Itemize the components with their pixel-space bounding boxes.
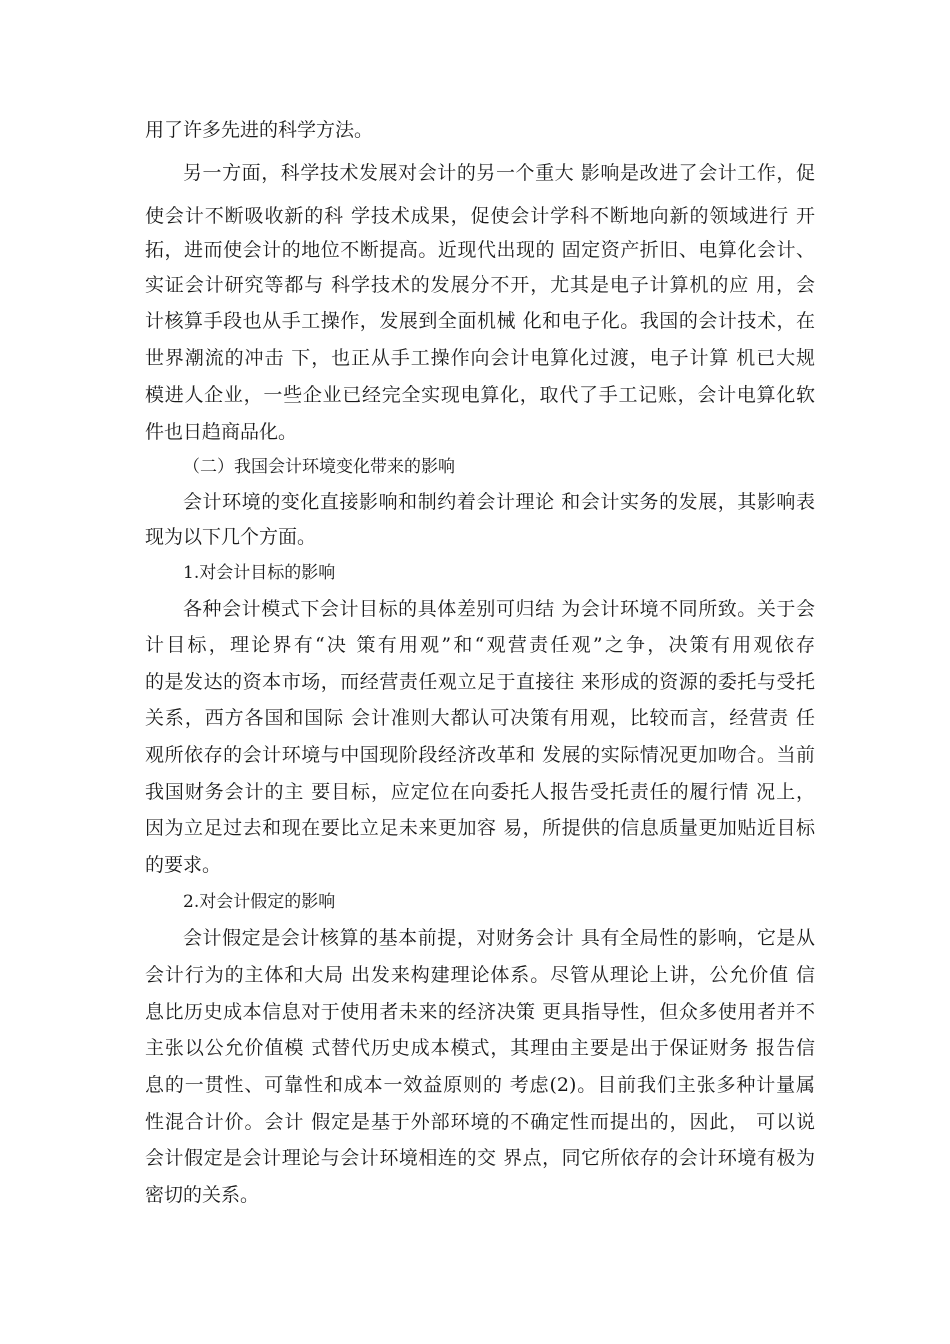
text-line: 件也日趋商品化。 (145, 421, 298, 443)
text-line: 模进人企业，一些企业已经完全实现电算化，取代了手工记账，会计电算化软 (145, 384, 815, 406)
text-line: 息的一贯性、可靠性和成本一效益原则的 考虑(2)。目前我们主张多种计量属 (145, 1074, 815, 1096)
text-line: 计目标，理论界有“决 策有用观”和“观营责任观”之争，决策有用观依存 (145, 634, 815, 656)
text-line: 的要求。 (145, 854, 222, 876)
text-line: 用了许多先进的科学方法。 (145, 119, 374, 141)
text-line: 现为以下几个方面。 (145, 526, 317, 548)
text-line: 使会计不断吸收新的科 学技术成果，促使会计学科不断地向新的领域进行 开 (145, 205, 815, 227)
paragraph-start: 另一方面，科学技术发展对会计的另一个重大 影响是改进了会计工作，促 (183, 162, 815, 184)
section-heading: （二）我国会计环境变化带来的影响 (183, 457, 455, 477)
text-line: 主张以公允价值模 式替代历史成本模式，其理由主要是出于保证财务 报告信 (145, 1037, 815, 1059)
subsection-heading: 2.对会计假定的影响 (183, 892, 336, 912)
paragraph-start: 各种会计模式下会计目标的具体差别可归结 为会计环境不同所致。关于会 (183, 598, 815, 620)
text-line: 会计行为的主体和大局 出发来构建理论体系。尽管从理论上讲，公允价值 信 (145, 964, 815, 986)
text-line: 密切的关系。 (145, 1184, 260, 1206)
text-line: 因为立足过去和现在要比立足未来更加容 易，所提供的信息质量更加贴近目标 (145, 817, 815, 839)
text-line: 计核算手段也从手工操作，发展到全面机械 化和电子化。我国的会计技术，在 (145, 310, 815, 332)
text-line: 会计假定是会计理论与会计环境相连的交 界点，同它所依存的会计环境有极为 (145, 1147, 815, 1169)
text-line: 的是发达的资本市场，而经营责任观立足于直接往 来形成的资源的委托与受托 (145, 671, 815, 693)
text-line: 我国财务会计的主 要目标，应定位在向委托人报告受托责任的履行情 况上， (145, 781, 815, 803)
text-line: 实证会计研究等都与 科学技术的发展分不开，尤其是电子计算机的应 用，会 (145, 274, 815, 296)
text-line: 关系，西方各国和国际 会计准则大都认可决策有用观，比较而言，经营责 任 (145, 707, 815, 729)
text-line: 性混合计价。会计 假定是基于外部环境的不确定性而提出的，因此， 可以说 (145, 1111, 815, 1133)
text-line: 息比历史成本信息对于使用者未来的经济决策 更具指导性，但众多使用者并不 (145, 1001, 815, 1023)
paragraph-start: 会计假定是会计核算的基本前提，对财务会计 具有全局性的影响，它是从 (183, 927, 815, 949)
text-line: 拓，进而使会计的地位不断提高。近现代出现的 固定资产折旧、电算化会计、 (145, 239, 815, 261)
text-line: 世界潮流的冲击 下，也正从手工操作向会计电算化过渡，电子计算 机已大规 (145, 347, 815, 369)
paragraph-start: 会计环境的变化直接影响和制约着会计理论 和会计实务的发展，其影响表 (183, 491, 815, 513)
text-line: 观所依存的会计环境与中国现阶段经济改革和 发展的实际情况更加吻合。当前 (145, 744, 815, 766)
subsection-heading: 1.对会计目标的影响 (183, 563, 336, 583)
